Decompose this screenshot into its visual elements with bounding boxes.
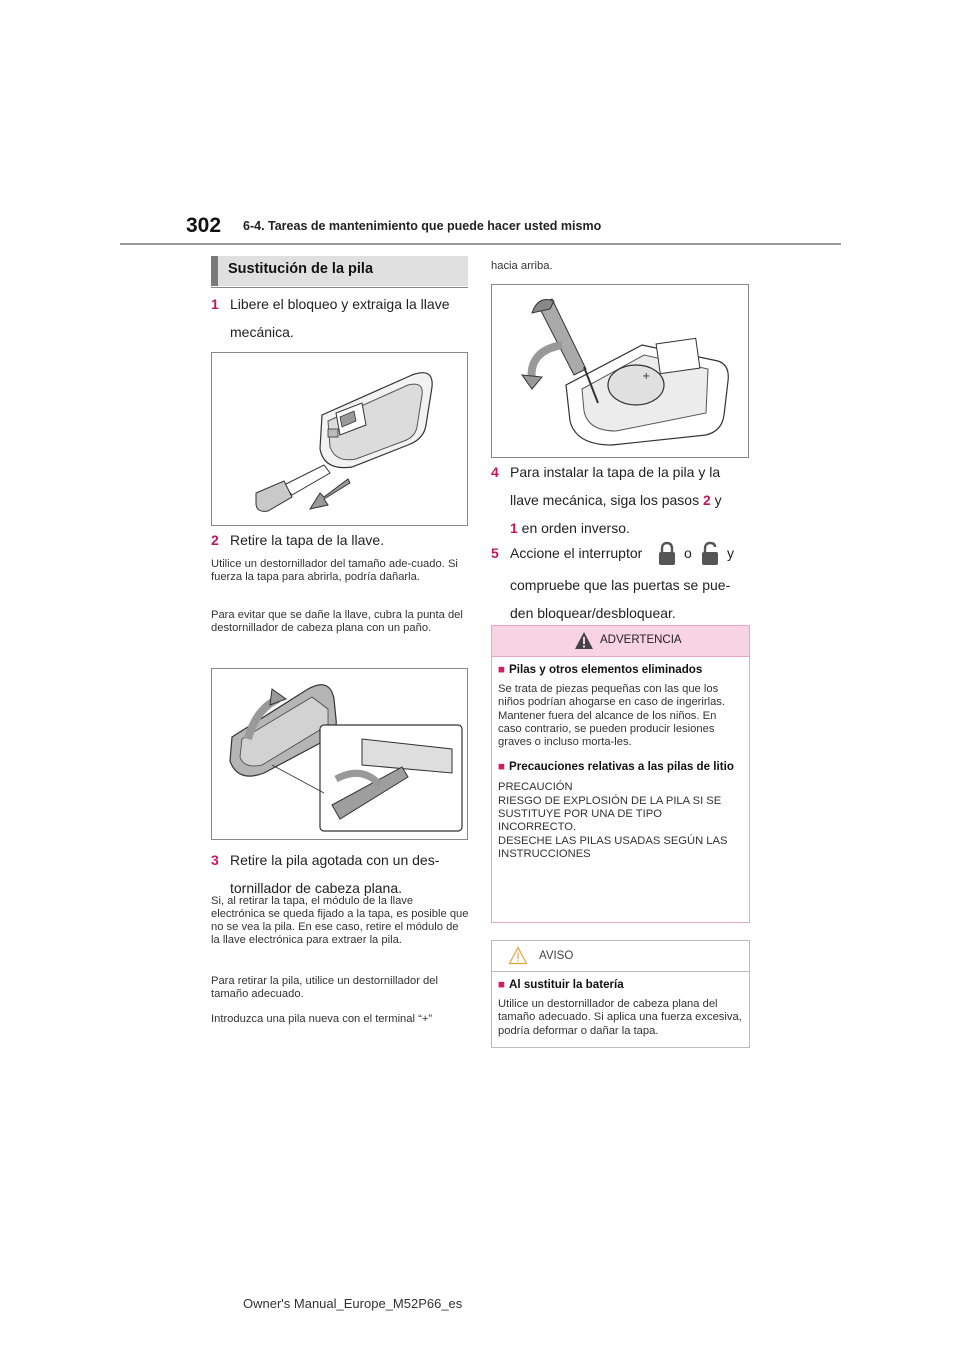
step-2 — [211, 528, 473, 552]
warning-triangle-icon — [574, 631, 594, 650]
svg-text:+: + — [642, 371, 651, 382]
step-3-number: 3 — [211, 852, 219, 868]
step-1 — [211, 292, 473, 344]
figure-remove-mechanical-key — [211, 352, 468, 526]
step-3-note-3: Introduzca una pila nueva con el terminal “+” — [211, 1013, 433, 1025]
warning-item-2-text: PRECAUCIÓN RIESGO DE EXPLOSIÓN DE LA PILA SI SE SUSTITUYE POR UNA DE TIPO INCORRECTO. DESECHE LAS PILAS USADAS SEGÚN LAS INSTRUCCIONES — [498, 781, 728, 860]
warning-item-2-title: ■ Precauciones relativas a las pilas de litio — [498, 760, 734, 774]
step-5-or: o — [684, 545, 692, 561]
step-1-number: 1 — [211, 296, 219, 312]
step-1-line2: mecánica. — [230, 324, 294, 340]
notice-title: AVISO — [539, 950, 574, 962]
header-divider — [120, 243, 841, 245]
step-3-note-2: Para retirar la pila, utilice un destornillador del tamaño adecuado. — [211, 975, 438, 1000]
step-3-note-3-continued: hacia arriba. — [491, 260, 553, 272]
step-4-line2: llave mecánica, siga los pasos — [510, 492, 703, 508]
step-4-line1: Para instalar la tapa de la pila y la — [510, 464, 721, 480]
step-5-number: 5 — [491, 545, 499, 561]
step-4-line2-end: y — [710, 492, 722, 508]
step-2-note-1: Utilice un destornillador del tamaño ade-cuado. Si fuerza la tapa para abrirla, podría dañarla. — [211, 558, 458, 583]
step-4-number: 4 — [491, 464, 499, 480]
battery-removal-illustration — [492, 285, 748, 457]
step-5-line3: den bloquear/desbloquear. — [510, 605, 676, 621]
step-2-note-2: Para evitar que se dañe la llave, cubra la punta del destornillador de cabeza plana con un paño. — [211, 609, 463, 634]
step-4-ref-step-1: 1 — [510, 520, 518, 536]
warning-header — [492, 626, 749, 657]
warning-item-1-title: ■ Pilas y otros elementos eliminados — [498, 663, 703, 676]
footer-document-id: Owner's Manual_Europe_M52P66_es — [243, 1296, 463, 1311]
figure-remove-cover — [211, 668, 468, 840]
cover-removal-illustration — [212, 669, 467, 839]
notice-header — [492, 941, 749, 972]
caution-triangle-icon — [508, 946, 528, 965]
step-4-ref-step-2: 2 — [703, 492, 711, 508]
step-3-note-1: Si, al retirar la tapa, el módulo de la llave electrónica se queda fijado a la tapa, es posible que no se vea la pila. En ese caso, retire el módulo de la llave electrónica para extraer la pila. — [211, 895, 469, 946]
warning-box — [491, 625, 750, 923]
step-3-line1: Retire la pila agotada con un des- — [230, 852, 440, 868]
step-1-line1: Libere el bloqueo y extraiga la llave — [230, 296, 450, 312]
unlock-icon — [700, 541, 720, 567]
lock-icon — [657, 541, 677, 567]
figure-battery-removal — [491, 284, 749, 458]
page-number: 302 — [186, 214, 222, 237]
key-removal-illustration — [212, 353, 467, 525]
section-title: Sustitución de la pila — [211, 256, 468, 286]
step-5-and: y — [727, 545, 734, 561]
warning-title: ADVERTENCIA — [600, 634, 682, 646]
notice-box — [491, 940, 750, 1048]
step-3-line2: tornillador de cabeza plana. — [230, 880, 403, 896]
step-5-line1: Accione el interruptor — [510, 545, 643, 561]
warning-item-1-text: Se trata de piezas pequeñas con las que los niños podrían ahogarse en caso de ingerirlas. Mantener fuera del alcance de los niños. En caso contrario, se pueden producir lesiones graves o incluso morta-les. — [498, 683, 726, 749]
step-5-line2: compruebe que las puertas se pue- — [510, 577, 731, 593]
step-2-text: Retire la tapa de la llave. — [230, 532, 385, 548]
section-header: 6-4. Tareas de mantenimiento que puede hacer usted mismo — [243, 219, 602, 233]
step-3 — [211, 848, 473, 900]
step-4 — [491, 460, 753, 540]
step-2-number: 2 — [211, 532, 219, 548]
step-5 — [491, 541, 753, 625]
notice-item-1-text: Utilice un destornillador de cabeza plana del tamaño adecuado. Si aplica una fuerza excesiva, podría deformar o dañar la tapa. — [498, 998, 742, 1037]
step-4-line3: en orden inverso. — [517, 520, 630, 536]
notice-item-1-title: ■ Al sustituir la batería — [498, 978, 624, 991]
section-title-underline — [211, 287, 468, 288]
